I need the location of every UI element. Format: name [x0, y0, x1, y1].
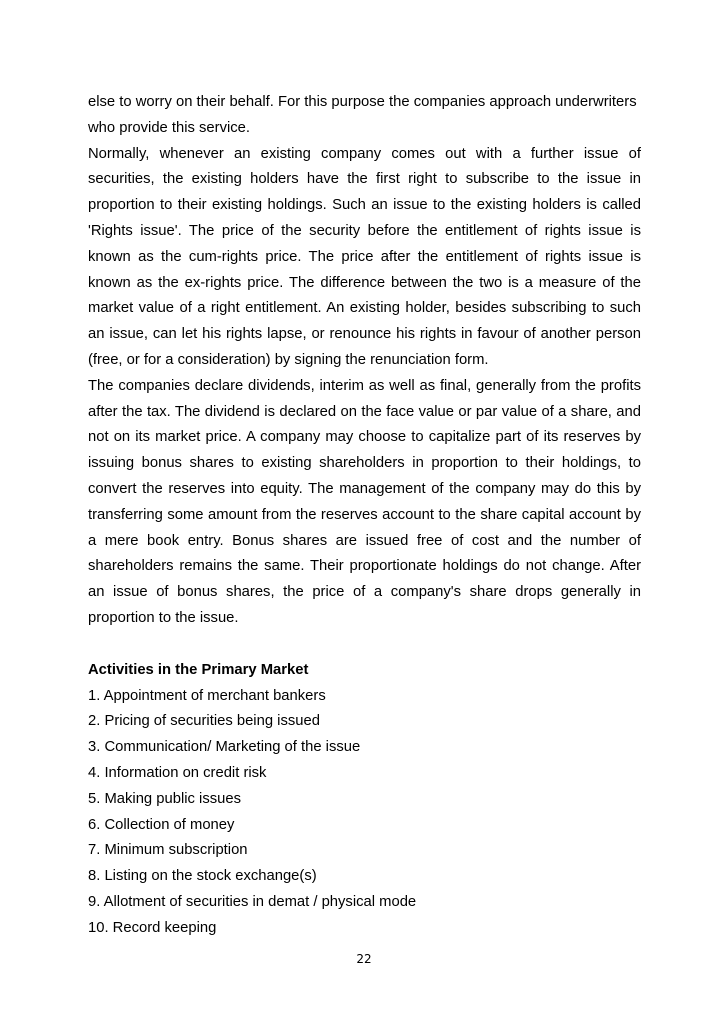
text-line: issuing bonus shares to existing shareholders in proportion to their holdings, to [88, 455, 641, 472]
text-line: who provide this service. [88, 119, 251, 136]
document-body [88, 90, 641, 942]
text-line: proportion to the issue. [88, 609, 239, 626]
paragraph [88, 90, 641, 142]
list-item: 6. Collection of money [88, 816, 235, 833]
text-line: market value of a right entitlement. An existing holder, besides subscribing to such [88, 300, 641, 317]
list-item: 10. Record keeping [88, 919, 217, 936]
list-item: 1. Appointment of merchant bankers [88, 687, 326, 704]
text-line: 'Rights issue'. The price of the security before the entitlement of rights issue is [88, 222, 641, 239]
text-line: (free, or for a consideration) by signing the renunciation form. [88, 351, 489, 368]
text-line: else to worry on their behalf. For this purpose the companies approach underwriters [88, 94, 637, 110]
text-line: The companies declare dividends, interim as well as final, generally from the profits [88, 377, 641, 394]
list-item: 3. Communication/ Marketing of the issue [88, 739, 361, 756]
text-line: known as the ex-rights price. The difference between the two is a measure of the [88, 274, 641, 291]
text-line: securities, the existing holders have the first right to subscribe to the issue in [88, 171, 641, 188]
text-line: convert the reserves into equity. The management of the company may do this by [88, 480, 641, 497]
section-heading: Activities in the Primary Market [88, 661, 309, 678]
text-line: a mere book entry. Bonus shares are issued free of cost and the number of [88, 532, 641, 549]
paragraph-container [88, 90, 641, 632]
text-line: known as the cum-rights price. The price after the entitlement of rights issue is [88, 248, 641, 265]
paragraph [88, 142, 641, 374]
list-item: 7. Minimum subscription [88, 842, 248, 859]
paragraph [88, 374, 641, 632]
text-line: Normally, whenever an existing company comes out with a further issue of [88, 145, 641, 162]
text-line: an issue, can let his rights lapse, or renounce his rights in favour of another person [88, 326, 641, 343]
text-line: an issue of bonus shares, the price of a company's share drops generally in [88, 584, 641, 601]
list-item: 2. Pricing of securities being issued [88, 713, 320, 730]
list-item: 9. Allotment of securities in demat / physical mode [88, 893, 417, 910]
list-item: 4. Information on credit risk [88, 764, 267, 781]
text-line: transferring some amount from the reserves account to the share capital account by [88, 506, 641, 523]
activities-list [88, 684, 641, 942]
text-line: after the tax. The dividend is declared on the face value or par value of a share, and [88, 403, 641, 420]
list-item: 8. Listing on the stock exchange(s) [88, 868, 317, 885]
list-item: 5. Making public issues [88, 790, 241, 807]
text-line: shareholders remains the same. Their proportionate holdings do not change. After [88, 558, 641, 575]
text-line: proportion to their existing holdings. Such an issue to the existing holders is called [88, 197, 641, 214]
page-number: 22 [356, 952, 372, 966]
text-line: not on its market price. A company may choose to capitalize part of its reserves by [88, 429, 641, 446]
